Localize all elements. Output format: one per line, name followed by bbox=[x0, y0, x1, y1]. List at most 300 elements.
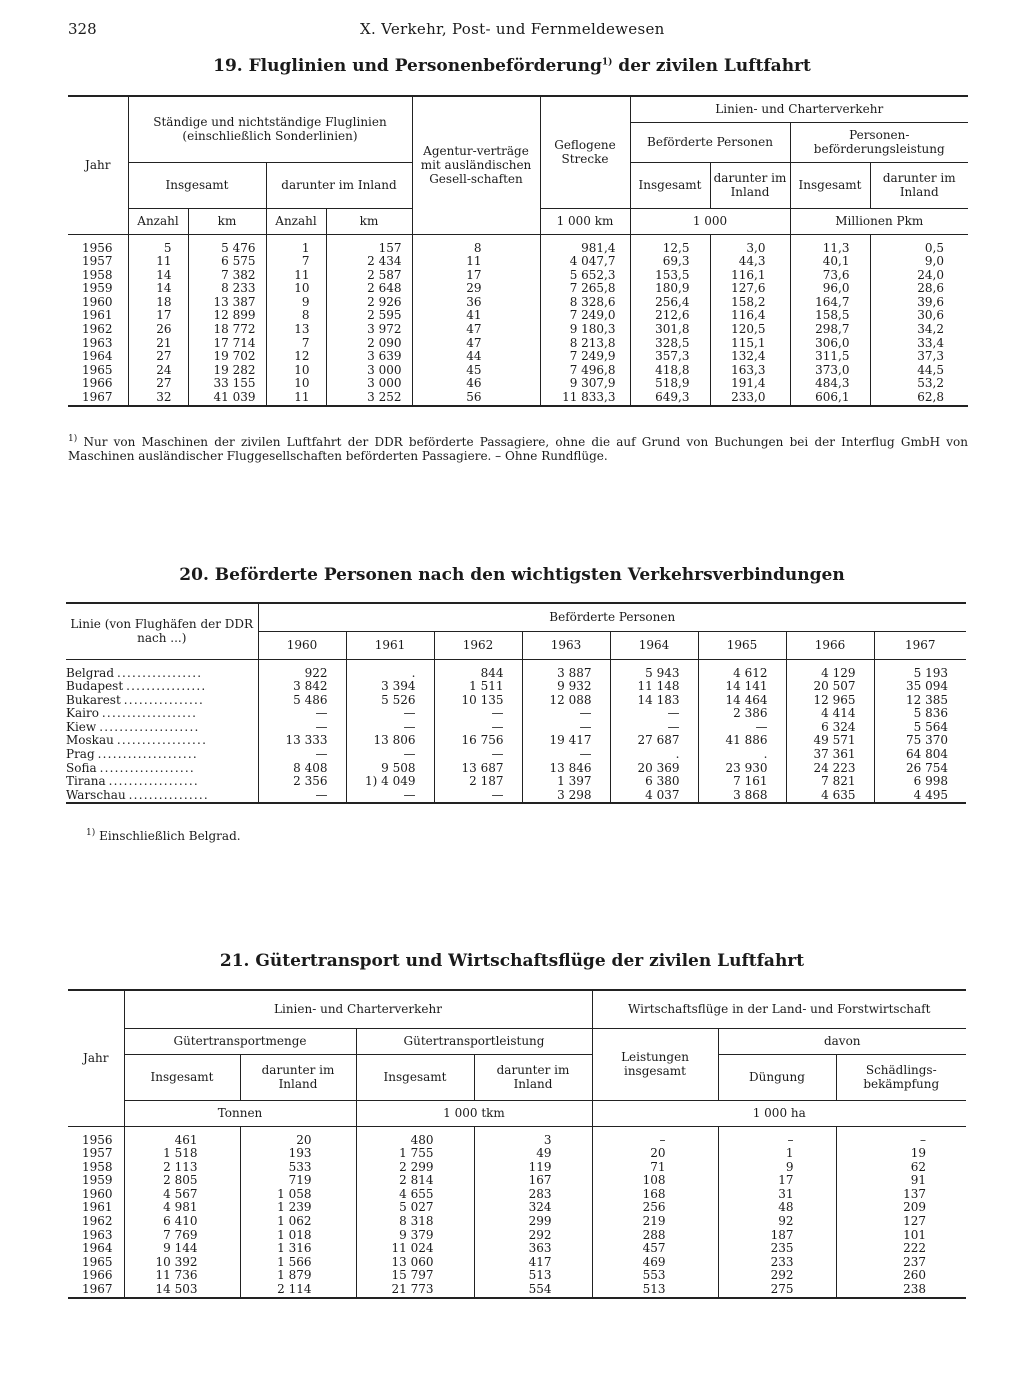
cell-1963: 12 088 bbox=[522, 694, 610, 708]
cell-strecke: 5 652,3 bbox=[540, 269, 630, 283]
cell-inland-km: 3 000 bbox=[326, 364, 412, 378]
cell-1962: 844 bbox=[434, 667, 522, 681]
cell-pers-inland: 132,4 bbox=[710, 350, 790, 364]
cell-strecke: 7 496,8 bbox=[540, 364, 630, 378]
cell-menge-inland: 1 566 bbox=[240, 1256, 356, 1270]
cell-linie bbox=[66, 748, 258, 762]
cell-inland-anzahl: 10 bbox=[266, 377, 326, 391]
cell-1964: 5 943 bbox=[610, 667, 698, 681]
cell-year: 1958 bbox=[82, 267, 113, 282]
col-year: 1962 bbox=[434, 631, 522, 659]
table-row bbox=[68, 1161, 966, 1175]
cell-pers-inland: 115,1 bbox=[710, 337, 790, 351]
cell-schaedling: 222 bbox=[836, 1242, 966, 1256]
cell-year: 1957 bbox=[82, 254, 113, 269]
cell-schaedling: 237 bbox=[836, 1256, 966, 1270]
col-geflogene: Geflogene Strecke bbox=[540, 96, 630, 208]
cell-1960: 8 408 bbox=[258, 762, 346, 776]
unit-anzahl: Anzahl bbox=[266, 208, 326, 234]
cell-menge-insgesamt: 2 113 bbox=[124, 1161, 240, 1175]
cell-pers-inland: 127,6 bbox=[710, 282, 790, 296]
table-row bbox=[68, 1283, 966, 1298]
col-year: 1960 bbox=[258, 631, 346, 659]
cell-pers-inland: 116,1 bbox=[710, 269, 790, 283]
cell-inland-anzahl: 11 bbox=[266, 391, 326, 406]
cell-pkm-insgesamt: 484,3 bbox=[790, 377, 870, 391]
cell-leistung-inland: 299 bbox=[474, 1215, 592, 1229]
cell-inland-km: 3 252 bbox=[326, 391, 412, 406]
dot-leader: .................. bbox=[108, 774, 199, 789]
table-row bbox=[68, 377, 968, 391]
cell-1964: 4 037 bbox=[610, 789, 698, 804]
page-number: 328 bbox=[68, 20, 97, 38]
cell-1962: 2 187 bbox=[434, 775, 522, 789]
dot-leader: .................. bbox=[116, 733, 208, 748]
cell-1963: — bbox=[522, 748, 610, 762]
cell-1967: 64 804 bbox=[874, 748, 966, 762]
cell-1966: 6 324 bbox=[786, 721, 874, 735]
cell-strecke: 4 047,7 bbox=[540, 255, 630, 269]
cell-leistungen: 288 bbox=[592, 1229, 718, 1243]
cell-km: 5 476 bbox=[188, 242, 266, 256]
cell-anzahl: 26 bbox=[128, 323, 188, 337]
col-darunter: darunter im Inland bbox=[266, 162, 412, 208]
cell-duengung: 92 bbox=[718, 1215, 836, 1229]
cell-menge-inland: 2 114 bbox=[240, 1283, 356, 1298]
cell-menge-insgesamt: 11 736 bbox=[124, 1269, 240, 1283]
cell-1963: — bbox=[522, 707, 610, 721]
dot-leader: ................ bbox=[123, 692, 205, 707]
cell-inland-km: 2 587 bbox=[326, 269, 412, 283]
cell-menge-inland: 1 316 bbox=[240, 1242, 356, 1256]
cell-year: 1961 bbox=[82, 1200, 113, 1215]
cell-pkm-insgesamt: 606,1 bbox=[790, 391, 870, 406]
cell-1965: 7 161 bbox=[698, 775, 786, 789]
cell-agentur: 47 bbox=[412, 337, 540, 351]
unit-anzahl: Anzahl bbox=[128, 208, 188, 234]
cell-strecke: 8 213,8 bbox=[540, 337, 630, 351]
cell-leistungen: 20 bbox=[592, 1147, 718, 1161]
cell-year: 1959 bbox=[82, 1173, 113, 1188]
cell-year: 1959 bbox=[82, 281, 113, 296]
col-leistung-inland: darunter im Inland bbox=[474, 1054, 592, 1100]
cell-linie bbox=[66, 789, 258, 804]
cell-schaedling: 260 bbox=[836, 1269, 966, 1283]
cell-1966: 37 361 bbox=[786, 748, 874, 762]
col-menge-insgesamt: Insgesamt bbox=[124, 1054, 240, 1100]
cell-anzahl: 17 bbox=[128, 309, 188, 323]
linie-label: Kairo bbox=[66, 706, 99, 721]
cell-agentur: 46 bbox=[412, 377, 540, 391]
cell-1967: 75 370 bbox=[874, 734, 966, 748]
cell-pers-insgesamt: 328,5 bbox=[630, 337, 710, 351]
cell-year: 1966 bbox=[82, 376, 113, 391]
cell-leistungen: 168 bbox=[592, 1188, 718, 1202]
cell-inland-anzahl: 12 bbox=[266, 350, 326, 364]
cell-pers-inland: 158,2 bbox=[710, 296, 790, 310]
table-row bbox=[68, 242, 968, 256]
cell-1962: — bbox=[434, 721, 522, 735]
cell-schaedling: 19 bbox=[836, 1147, 966, 1161]
cell-inland-anzahl: 8 bbox=[266, 309, 326, 323]
cell-pkm-inland: 34,2 bbox=[870, 323, 968, 337]
cell-1961: — bbox=[346, 789, 434, 804]
cell-inland-anzahl: 7 bbox=[266, 337, 326, 351]
cell-1961: — bbox=[346, 721, 434, 735]
cell-1964: 11 148 bbox=[610, 680, 698, 694]
table-row bbox=[66, 748, 966, 762]
cell-linie bbox=[66, 762, 258, 776]
cell-pkm-inland: 33,4 bbox=[870, 337, 968, 351]
cell-schaedling: 101 bbox=[836, 1229, 966, 1243]
cell-1967: 5 564 bbox=[874, 721, 966, 735]
cell-menge-insgesamt: 10 392 bbox=[124, 1256, 240, 1270]
cell-duengung: 275 bbox=[718, 1283, 836, 1298]
cell-leistung-insgesamt: 4 655 bbox=[356, 1188, 474, 1202]
cell-leistung-inland: 283 bbox=[474, 1188, 592, 1202]
cell-strecke: 7 249,9 bbox=[540, 350, 630, 364]
cell-year: 1962 bbox=[82, 322, 113, 337]
cell-strecke: 981,4 bbox=[540, 242, 630, 256]
cell-pers-insgesamt: 212,6 bbox=[630, 309, 710, 323]
cell-agentur: 17 bbox=[412, 269, 540, 283]
table-row bbox=[68, 323, 968, 337]
cell-pers-insgesamt: 12,5 bbox=[630, 242, 710, 256]
cell-pkm-inland: 39,6 bbox=[870, 296, 968, 310]
cell-leistung-inland: 49 bbox=[474, 1147, 592, 1161]
cell-year: 1960 bbox=[82, 294, 113, 309]
col-menge: Gütertransportmenge bbox=[124, 1028, 356, 1054]
cell-inland-km: 2 595 bbox=[326, 309, 412, 323]
cell-menge-inland: 193 bbox=[240, 1147, 356, 1161]
cell-1962: 10 135 bbox=[434, 694, 522, 708]
linie-label: Belgrad bbox=[66, 665, 115, 680]
col-jahr: Jahr bbox=[68, 96, 128, 234]
cell-1965: 14 464 bbox=[698, 694, 786, 708]
cell-leistungen: 256 bbox=[592, 1201, 718, 1215]
cell-schaedling: 91 bbox=[836, 1174, 966, 1188]
col-year: 1966 bbox=[786, 631, 874, 659]
cell-duengung: – bbox=[718, 1134, 836, 1148]
cell-1960: 2 356 bbox=[258, 775, 346, 789]
cell-menge-insgesamt: 2 805 bbox=[124, 1174, 240, 1188]
cell-1963: 19 417 bbox=[522, 734, 610, 748]
cell-1960: — bbox=[258, 707, 346, 721]
unit-1000ha: 1 000 ha bbox=[592, 1100, 966, 1126]
cell-leistung-insgesamt: 2 814 bbox=[356, 1174, 474, 1188]
cell-pers-insgesamt: 418,8 bbox=[630, 364, 710, 378]
dot-leader: ................ bbox=[126, 679, 207, 694]
cell-km: 8 233 bbox=[188, 282, 266, 296]
col-leistung-insgesamt: Insgesamt bbox=[790, 162, 870, 208]
cell-schaedling: – bbox=[836, 1134, 966, 1148]
table-row bbox=[68, 1269, 966, 1283]
table-row bbox=[66, 707, 966, 721]
cell-leistung-inland: 3 bbox=[474, 1134, 592, 1148]
cell-pkm-inland: 24,0 bbox=[870, 269, 968, 283]
dot-leader: .................... bbox=[99, 719, 200, 734]
table-row bbox=[68, 296, 968, 310]
table-row bbox=[68, 1256, 966, 1270]
linie-label: Budapest bbox=[66, 679, 124, 694]
cell-1966: 12 965 bbox=[786, 694, 874, 708]
cell-1965: 3 868 bbox=[698, 789, 786, 804]
cell-pers-inland: 120,5 bbox=[710, 323, 790, 337]
cell-anzahl: 5 bbox=[128, 242, 188, 256]
table-row bbox=[66, 789, 966, 804]
cell-leistung-insgesamt: 15 797 bbox=[356, 1269, 474, 1283]
cell-linie bbox=[66, 667, 258, 681]
cell-1961: 9 508 bbox=[346, 762, 434, 776]
cell-year: 1967 bbox=[68, 391, 128, 406]
cell-1961: . bbox=[346, 667, 434, 681]
cell-duengung: 235 bbox=[718, 1242, 836, 1256]
cell-menge-inland: 1 239 bbox=[240, 1201, 356, 1215]
table-row bbox=[68, 1201, 966, 1215]
cell-1964: — bbox=[610, 721, 698, 735]
cell-pkm-inland: 62,8 bbox=[870, 391, 968, 406]
cell-inland-km: 2 090 bbox=[326, 337, 412, 351]
cell-menge-insgesamt: 1 518 bbox=[124, 1147, 240, 1161]
table-row bbox=[66, 680, 966, 694]
cell-1960: 922 bbox=[258, 667, 346, 681]
cell-1965: . bbox=[698, 748, 786, 762]
table-row bbox=[68, 282, 968, 296]
cell-schaedling: 238 bbox=[836, 1283, 966, 1298]
cell-km: 12 899 bbox=[188, 309, 266, 323]
cell-1962: — bbox=[434, 707, 522, 721]
cell-anzahl: 14 bbox=[128, 269, 188, 283]
cell-1960: — bbox=[258, 748, 346, 762]
cell-1964: 6 380 bbox=[610, 775, 698, 789]
cell-1966: 4 414 bbox=[786, 707, 874, 721]
cell-schaedling: 137 bbox=[836, 1188, 966, 1202]
cell-pers-inland: 44,3 bbox=[710, 255, 790, 269]
cell-leistung-insgesamt: 11 024 bbox=[356, 1242, 474, 1256]
cell-1967: 26 754 bbox=[874, 762, 966, 776]
dot-leader: ................. bbox=[117, 665, 203, 680]
cell-anzahl: 32 bbox=[128, 391, 188, 406]
col-befoerderte-inland: darunter im Inland bbox=[710, 162, 790, 208]
unit-tonnen: Tonnen bbox=[124, 1100, 356, 1126]
cell-menge-insgesamt: 4 567 bbox=[124, 1188, 240, 1202]
cell-km: 33 155 bbox=[188, 377, 266, 391]
cell-1965: — bbox=[698, 721, 786, 735]
cell-agentur: 8 bbox=[412, 242, 540, 256]
linie-label: Sofia bbox=[66, 760, 97, 775]
cell-strecke: 11 833,3 bbox=[540, 391, 630, 406]
cell-1963: 13 846 bbox=[522, 762, 610, 776]
col-year: 1965 bbox=[698, 631, 786, 659]
cell-pers-inland: 163,3 bbox=[710, 364, 790, 378]
cell-pers-insgesamt: 649,3 bbox=[630, 391, 710, 406]
table-row bbox=[68, 364, 968, 378]
cell-year: 1957 bbox=[82, 1146, 113, 1161]
cell-anzahl: 14 bbox=[128, 282, 188, 296]
cell-1967: 6 998 bbox=[874, 775, 966, 789]
dot-leader: ................ bbox=[128, 787, 209, 802]
cell-1960: — bbox=[258, 789, 346, 804]
table-row bbox=[66, 721, 966, 735]
cell-1966: 49 571 bbox=[786, 734, 874, 748]
table20-footnote: $^{1)}$ Einschließlich Belgrad. bbox=[86, 828, 241, 843]
cell-menge-inland: 1 062 bbox=[240, 1215, 356, 1229]
cell-1962: 1 511 bbox=[434, 680, 522, 694]
cell-leistung-inland: 324 bbox=[474, 1201, 592, 1215]
cell-anzahl: 11 bbox=[128, 255, 188, 269]
cell-anzahl: 18 bbox=[128, 296, 188, 310]
cell-linie bbox=[66, 721, 258, 735]
cell-1965: 14 141 bbox=[698, 680, 786, 694]
cell-inland-km: 157 bbox=[326, 242, 412, 256]
cell-1960: 3 842 bbox=[258, 680, 346, 694]
cell-year: 1964 bbox=[82, 1241, 113, 1256]
table-row bbox=[68, 1134, 966, 1148]
table-row bbox=[66, 667, 966, 681]
cell-inland-km: 2 648 bbox=[326, 282, 412, 296]
cell-year: 1960 bbox=[82, 1186, 113, 1201]
col-menge-inland: darunter im Inland bbox=[240, 1054, 356, 1100]
cell-km: 19 702 bbox=[188, 350, 266, 364]
cell-1966: 24 223 bbox=[786, 762, 874, 776]
cell-inland-km: 3 000 bbox=[326, 377, 412, 391]
col-leistungen: Leistungen insgesamt bbox=[592, 1028, 718, 1100]
cell-year: 1958 bbox=[82, 1159, 113, 1174]
table19-footnote: $^{1)}$ Nur von Maschinen der zivilen Luftfahrt der DDR beförderte Passagiere, ohne die auf Grund von Buchungen bei der Interflug GmbH von Maschinen ausländischer Fluggesellschaften beförderten Passagiere. – Ohne Rundflüge. bbox=[68, 434, 968, 463]
cell-leistungen: 469 bbox=[592, 1256, 718, 1270]
cell-1966: 4 129 bbox=[786, 667, 874, 681]
cell-inland-km: 2 926 bbox=[326, 296, 412, 310]
cell-1966: 7 821 bbox=[786, 775, 874, 789]
col-befoerderte-insgesamt: Insgesamt bbox=[630, 162, 710, 208]
cell-1967: 12 385 bbox=[874, 694, 966, 708]
cell-km: 13 387 bbox=[188, 296, 266, 310]
table-row bbox=[68, 1188, 966, 1202]
cell-leistungen: 457 bbox=[592, 1242, 718, 1256]
linie-label: Moskau bbox=[66, 733, 114, 748]
cell-pkm-insgesamt: 96,0 bbox=[790, 282, 870, 296]
cell-strecke: 9 307,9 bbox=[540, 377, 630, 391]
col-gueterleistung: Gütertransportleistung bbox=[356, 1028, 592, 1054]
table20-title: 20. Beförderte Personen nach den wichtigsten Verkehrsverbindungen bbox=[179, 565, 845, 585]
cell-1965: 41 886 bbox=[698, 734, 786, 748]
cell-pers-insgesamt: 301,8 bbox=[630, 323, 710, 337]
cell-1960: — bbox=[258, 721, 346, 735]
running-title: X. Verkehr, Post- und Fernmeldewesen bbox=[360, 20, 665, 38]
cell-anzahl: 24 bbox=[128, 364, 188, 378]
cell-1966: 20 507 bbox=[786, 680, 874, 694]
dot-leader: ................... bbox=[101, 706, 198, 721]
cell-duengung: 1 bbox=[718, 1147, 836, 1161]
cell-pkm-inland: 44,5 bbox=[870, 364, 968, 378]
cell-duengung: 31 bbox=[718, 1188, 836, 1202]
cell-schaedling: 127 bbox=[836, 1215, 966, 1229]
cell-year: 1966 bbox=[82, 1268, 113, 1283]
unit-1000km: 1 000 km bbox=[540, 208, 630, 234]
cell-1967: 35 094 bbox=[874, 680, 966, 694]
cell-inland-km: 3 639 bbox=[326, 350, 412, 364]
cell-1961: — bbox=[346, 748, 434, 762]
cell-leistungen: – bbox=[592, 1134, 718, 1148]
cell-1961: 13 806 bbox=[346, 734, 434, 748]
cell-leistung-inland: 167 bbox=[474, 1174, 592, 1188]
cell-leistungen: 513 bbox=[592, 1283, 718, 1298]
table21-title: 21. Gütertransport und Wirtschaftsflüge der zivilen Luftfahrt bbox=[219, 951, 805, 971]
cell-pers-insgesamt: 357,3 bbox=[630, 350, 710, 364]
cell-pkm-inland: 9,0 bbox=[870, 255, 968, 269]
cell-duengung: 48 bbox=[718, 1201, 836, 1215]
table21 bbox=[68, 989, 966, 1299]
cell-anzahl: 27 bbox=[128, 350, 188, 364]
table-row bbox=[68, 1174, 966, 1188]
cell-linie bbox=[66, 734, 258, 748]
cell-leistung-inland: 417 bbox=[474, 1256, 592, 1270]
cell-inland-anzahl: 11 bbox=[266, 269, 326, 283]
cell-menge-inland: 719 bbox=[240, 1174, 356, 1188]
cell-inland-anzahl: 10 bbox=[266, 282, 326, 296]
col-leistung-inland: darunter im Inland bbox=[870, 162, 968, 208]
unit-1000tkm: 1 000 tkm bbox=[356, 1100, 592, 1126]
unit-1000: 1 000 bbox=[630, 208, 790, 234]
cell-1967: 5 193 bbox=[874, 667, 966, 681]
cell-1960: 13 333 bbox=[258, 734, 346, 748]
cell-strecke: 7 265,8 bbox=[540, 282, 630, 296]
cell-1966: 4 635 bbox=[786, 789, 874, 804]
linie-label: Warschau bbox=[66, 787, 126, 802]
cell-pers-inland: 116,4 bbox=[710, 309, 790, 323]
cell-leistungen: 108 bbox=[592, 1174, 718, 1188]
cell-1963: — bbox=[522, 721, 610, 735]
cell-leistung-inland: 513 bbox=[474, 1269, 592, 1283]
cell-1960: 5 486 bbox=[258, 694, 346, 708]
cell-menge-insgesamt: 461 bbox=[124, 1134, 240, 1148]
cell-1963: 9 932 bbox=[522, 680, 610, 694]
cell-inland-anzahl: 13 bbox=[266, 323, 326, 337]
cell-1962: — bbox=[434, 789, 522, 804]
col-linie: Linie (von Flughäfen der DDR nach ...) bbox=[66, 603, 258, 659]
cell-year: 1962 bbox=[82, 1214, 113, 1229]
cell-linie bbox=[66, 775, 258, 789]
cell-pkm-insgesamt: 40,1 bbox=[790, 255, 870, 269]
cell-pkm-insgesamt: 164,7 bbox=[790, 296, 870, 310]
cell-pkm-insgesamt: 11,3 bbox=[790, 242, 870, 256]
cell-leistung-insgesamt: 21 773 bbox=[356, 1283, 474, 1298]
col-year: 1961 bbox=[346, 631, 434, 659]
unit-km: km bbox=[326, 208, 412, 234]
cell-1963: 3 298 bbox=[522, 789, 610, 804]
cell-year: 1956 bbox=[82, 240, 113, 255]
cell-pers-inland: 3,0 bbox=[710, 242, 790, 256]
cell-1964: 14 183 bbox=[610, 694, 698, 708]
cell-inland-anzahl: 9 bbox=[266, 296, 326, 310]
cell-agentur: 29 bbox=[412, 282, 540, 296]
linie-label: Kiew bbox=[66, 719, 97, 734]
table19-title: 19. Fluglinien und Personenbeförderung$^{1)}$ der zivilen Luftfahrt bbox=[213, 56, 811, 76]
cell-km: 41 039 bbox=[188, 391, 266, 406]
cell-1965: 4 612 bbox=[698, 667, 786, 681]
cell-menge-insgesamt: 4 981 bbox=[124, 1201, 240, 1215]
cell-1961: 3 394 bbox=[346, 680, 434, 694]
cell-duengung: 292 bbox=[718, 1269, 836, 1283]
cell-inland-anzahl: 10 bbox=[266, 364, 326, 378]
cell-agentur: 36 bbox=[412, 296, 540, 310]
col-linien: Linien- und Charterverkehr bbox=[124, 990, 592, 1028]
cell-1961: 5 526 bbox=[346, 694, 434, 708]
cell-menge-inland: 1 058 bbox=[240, 1188, 356, 1202]
cell-menge-inland: 533 bbox=[240, 1161, 356, 1175]
cell-pkm-insgesamt: 73,6 bbox=[790, 269, 870, 283]
col-duengung: Düngung bbox=[718, 1054, 836, 1100]
